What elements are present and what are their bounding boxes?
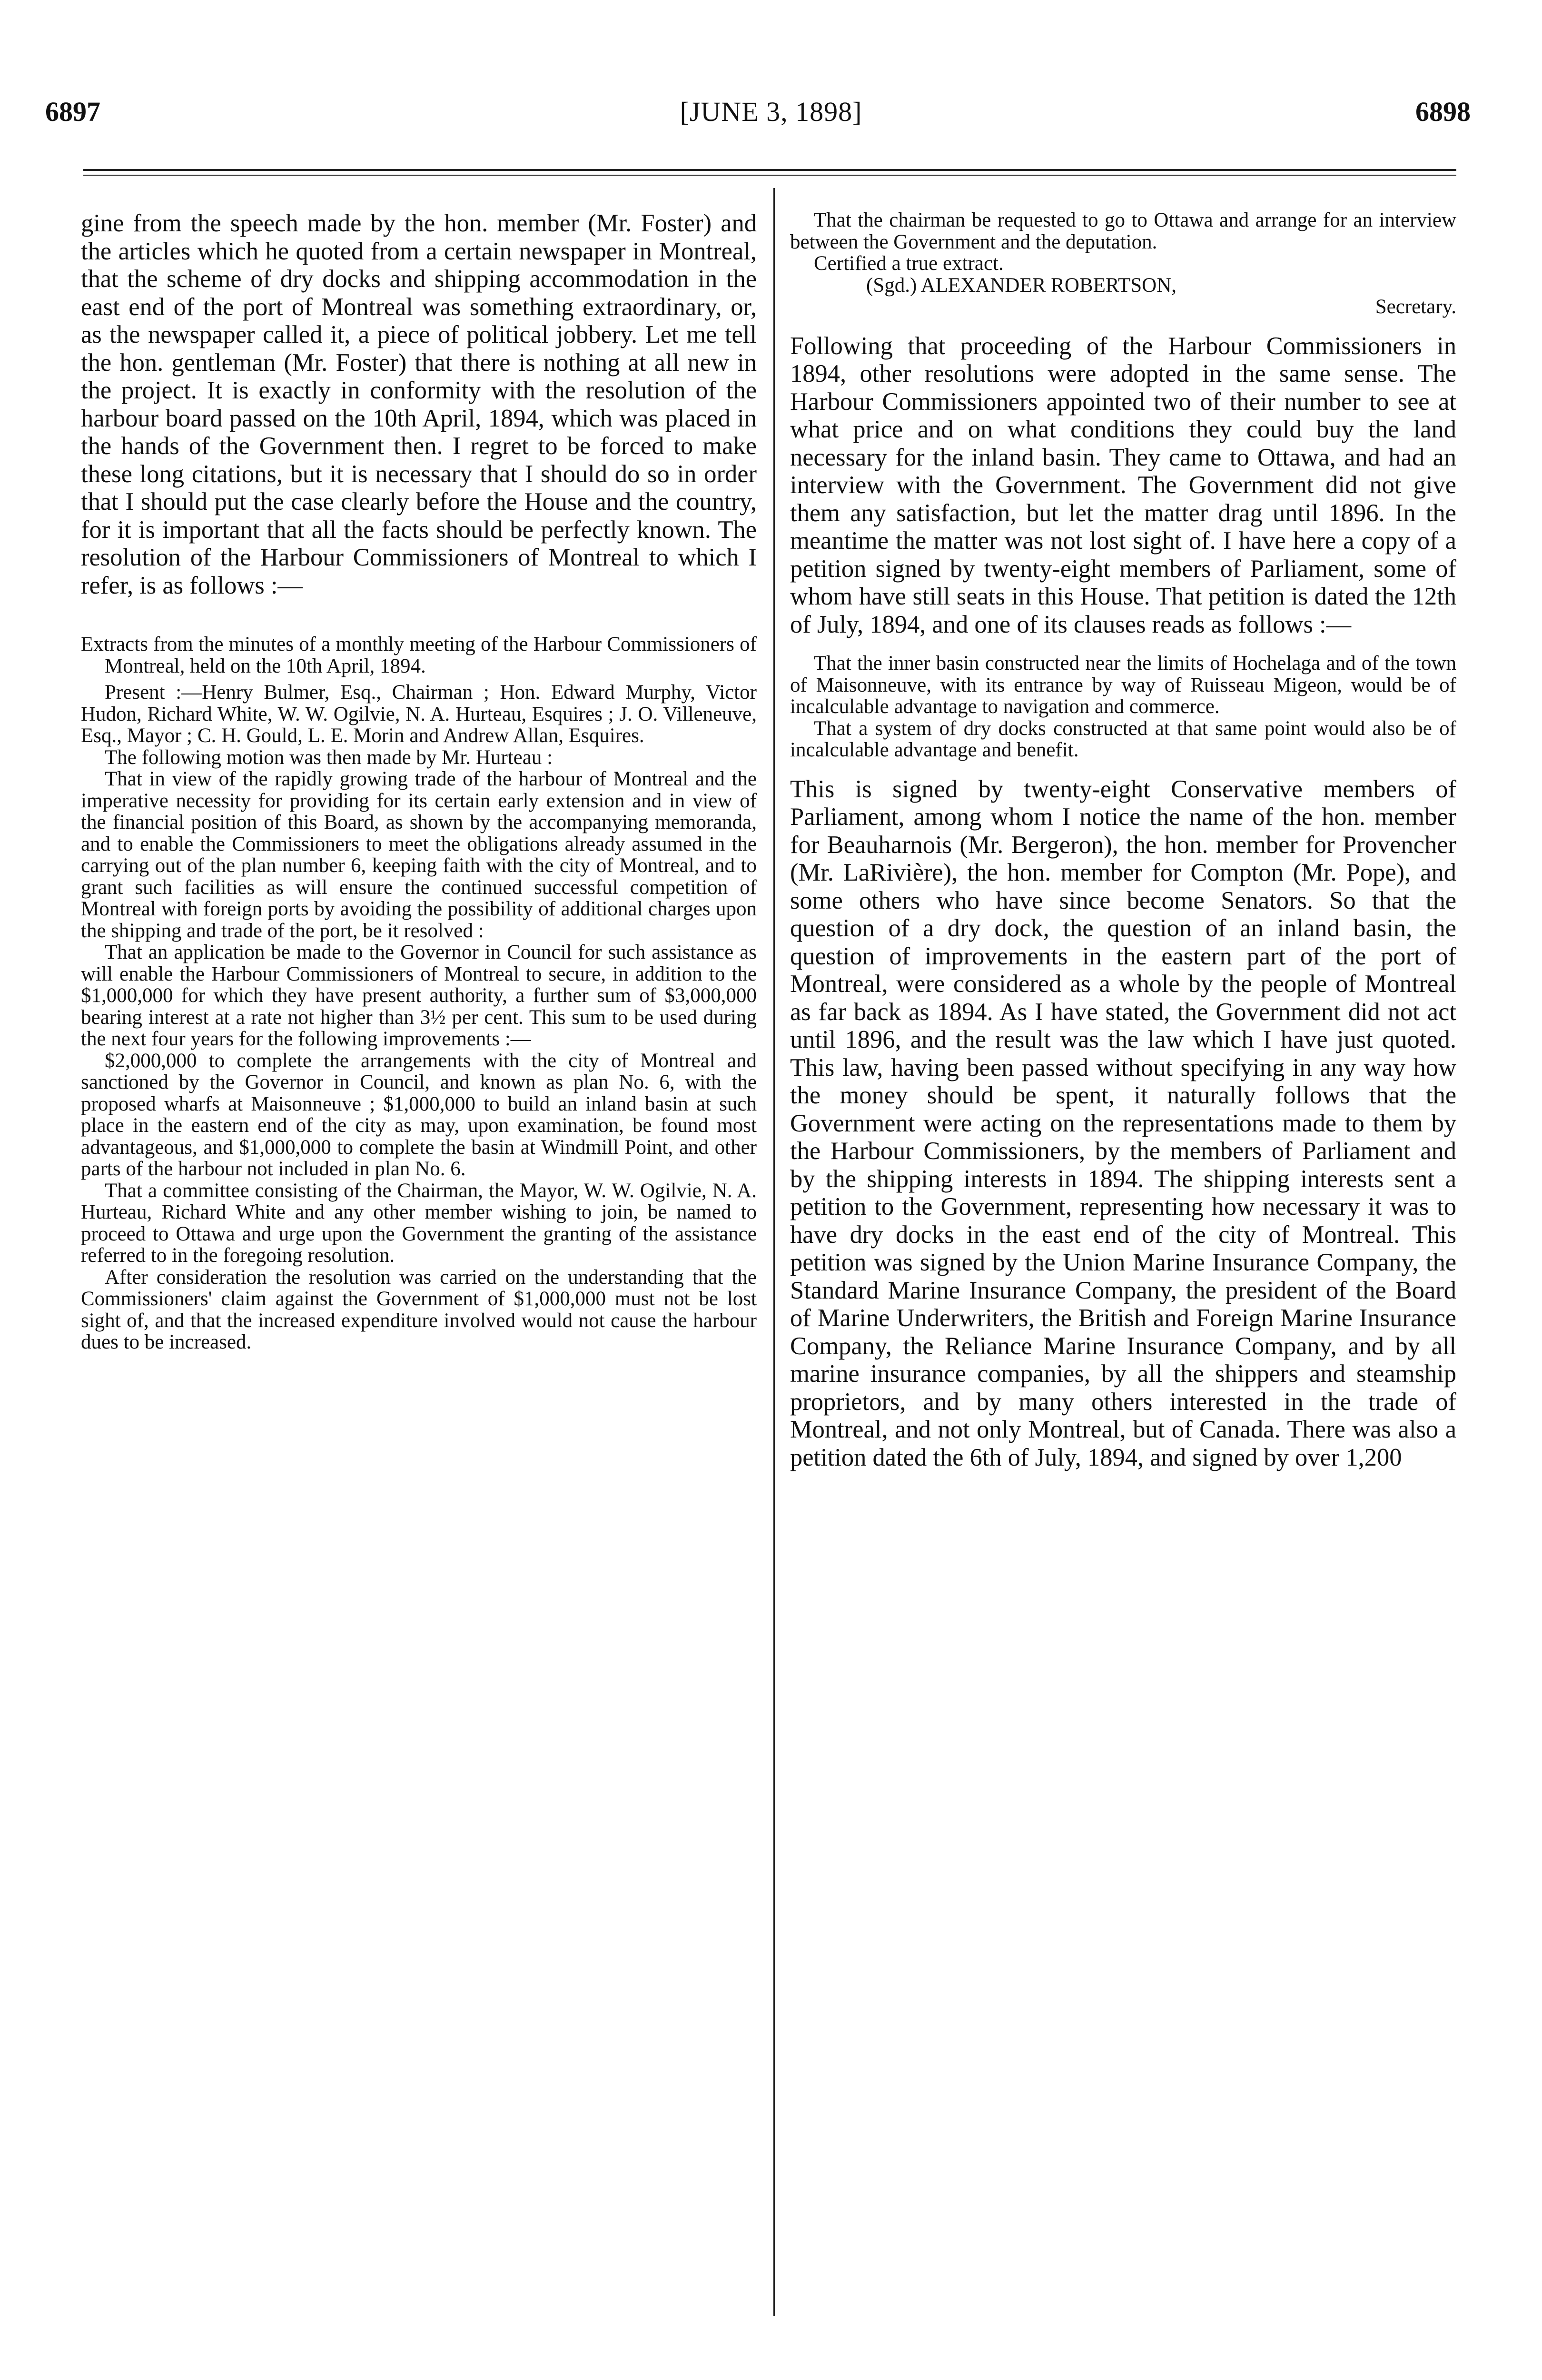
speech-paragraph-signed: This is signed by twenty-eight Conservative members of Parliament, among whom I notice the name of the hon. member for Beauharnois (Mr. Bergeron), the hon. member for Provencher (Mr. LaRivière), the hon. member for Compton (Mr. Pope), and some others who have since become Senators. So that the question of a dry dock, the question of an inland basin, the question of improvements in the eastern part of the port of Montreal, were considered as a whole by the people of Montreal as far back as 1894. As I have stated, the Government did not act until 1896, and the result was the law which I have just quoted. This law, having been passed without specifying in any way how the money should be spent, it naturally follows that the Government were acting on the representations made to them by the Harbour Commissioners, by the members of Parliament and by the shipping interests in 1894. The shipping interests sent a petition to the Government, representing how necessary it was to have dry docks in the east end of the city of Montreal. This petition was signed by the Union Marine Insurance Company, the Standard Marine Insurance Company, the president of the Board of Marine Underwriters, the British and Foreign Marine Insurance Company, the Reliance Marine Insurance Company, and by all marine insurance companies, by all the shippers and steamship proprietors, and by many others interested in the trade of Montreal, and not only Montreal, but of Canada. There was also a petition dated the 6th of July, 1894, and signed by over 1,200 [790, 775, 1456, 1471]
resolution-committee: That a committee consisting of the Chairman, the Mayor, W. W. Ogilvie, N. A. Hurteau, Richard White and any other member wishing to join, be named to proceed to Ottawa and urge upon the Government the granting of the assistance referred to in the foregoing resolution. [81, 1179, 757, 1267]
page-header [0, 93, 1542, 131]
present-list: Present :—Henry Bulmer, Esq., Chairman ; Hon. Edward Murphy, Victor Hudon, Richard White, W. W. Ogilvie, N. A. Hurteau, Esquires ; J. O. Villeneuve, Esq., Mayor ; C. H. Gould, L. E. Morin and Andrew Allan, Esquires. [81, 681, 757, 747]
petition-clause-basin: That the inner basin constructed near the limits of Hochelaga and of the town of Maisonneuve, with its entrance by way of Ruisseau Migeon, would be of incalculable advantage to navigation and commerce. [790, 652, 1456, 718]
resolution-carried: After consideration the resolution was carried on the understanding that the Commissioners' claim against the Government of $1,000,000 must not be lost sight of, and that the increased expenditure involved would not cause the harbour dues to be increased. [81, 1266, 757, 1353]
resolution-whereas: That in view of the rapidly growing trade of the harbour of Montreal and the imperative necessity for providing for its certain early extension and in view of the financial position of this Board, as shown by the accompanying memoranda, and to enable the Commissioners to meet the obligations already assumed in the carrying out of the plan number 6, keeping faith with the city of Montreal, and to grant such facilities as will ensure the continued successful competition of Montreal with foreign ports by avoiding the possibility of additional charges upon the shipping and trade of the port, be it resolved : [81, 768, 757, 942]
signature-line: (Sgd.) ALEXANDER ROBERTSON, [866, 274, 1176, 297]
page-number-right: 6898 [1415, 96, 1471, 127]
motion-line: The following motion was then made by Mr. Hurteau : [105, 746, 553, 769]
page-date: [JUNE 3, 1898] [680, 96, 862, 127]
certified-line: Certified a true extract. [814, 252, 1004, 275]
column-divider [773, 188, 775, 2316]
speech-paragraph: gine from the speech made by the hon. member (Mr. Foster) and the articles which he quoted from a certain newspaper in Montreal, that the scheme of dry docks and shipping accommodation in the east end of the port of Montreal was something extraordinary, or, as the newspaper called it, a piece of political jobbery. Let me tell the hon. gentleman (Mr. Foster) that there is nothing at all new in the project. It is exactly in conformity with the resolution of the harbour board passed on the 10th April, 1894, which was placed in the hands of the Government then. I regret to be forced to make these long citations, but it is necessary that I should do so in order that I should put the case clearly before the House and the country, for it is important that all the facts should be perfectly known. The resolution of the Harbour Commissioners of Montreal to which I refer, is as follows :— [81, 209, 757, 599]
header-rule-thick [83, 169, 1456, 171]
page-number-left: 6897 [45, 96, 100, 127]
resolution-improvements: $2,000,000 to complete the arrangements with the city of Montreal and sanctioned by the Governor in Council, and known as plan No. 6, with the proposed wharfs at Maisonneuve ; $1,000,000 to build an inland basin at such place in the eastern end of the city as may, upon examination, be found most advantageous, and $1,000,000 to complete the basin at Windmill Point, and other parts of the harbour not included in plan No. 6. [81, 1049, 757, 1180]
speech-paragraph-following: Following that proceeding of the Harbour Commissioners in 1894, other resolutions were adopted in the same sense. The Harbour Commissioners appointed two of their number to see at what price and on what conditions they could buy the land necessary for the inland basin. They came to Ottawa, and had an interview with the Government. The Government did not give them any satisfaction, but let the matter drag until 1896. In the meantime the matter was not lost sight of. I have here a copy of a petition signed by twenty-eight members of Parliament, some of whom have still seats in this House. That petition is dated the 12th of July, 1894, and one of its clauses reads as follows :— [790, 332, 1456, 638]
extract-heading: Extracts from the minutes of a monthly meeting of the Harbour Commissioners of Montreal, held on the 10th April, 1894. [81, 633, 757, 677]
left-column [81, 209, 757, 1353]
resolution-application: That an application be made to the Governor in Council for such assistance as will enable the Harbour Commissioners of Montreal to secure, in addition to the $1,000,000 for which they have present authority, a further sum of $3,000,000 bearing interest at a rate not higher than 3½ per cent. This sum to be used during the next four years for the following improvements :— [81, 941, 757, 1050]
header-rule-thin [83, 175, 1456, 176]
petition-clause-docks: That a system of dry docks constructed at that same point would also be of incalculable advantage and benefit. [790, 717, 1456, 761]
right-column [790, 209, 1456, 1471]
resolution-chairman: That the chairman be requested to go to Ottawa and arrange for an interview between the Government and the deputation. [790, 209, 1456, 253]
secretary-line: Secretary. [1375, 296, 1456, 318]
